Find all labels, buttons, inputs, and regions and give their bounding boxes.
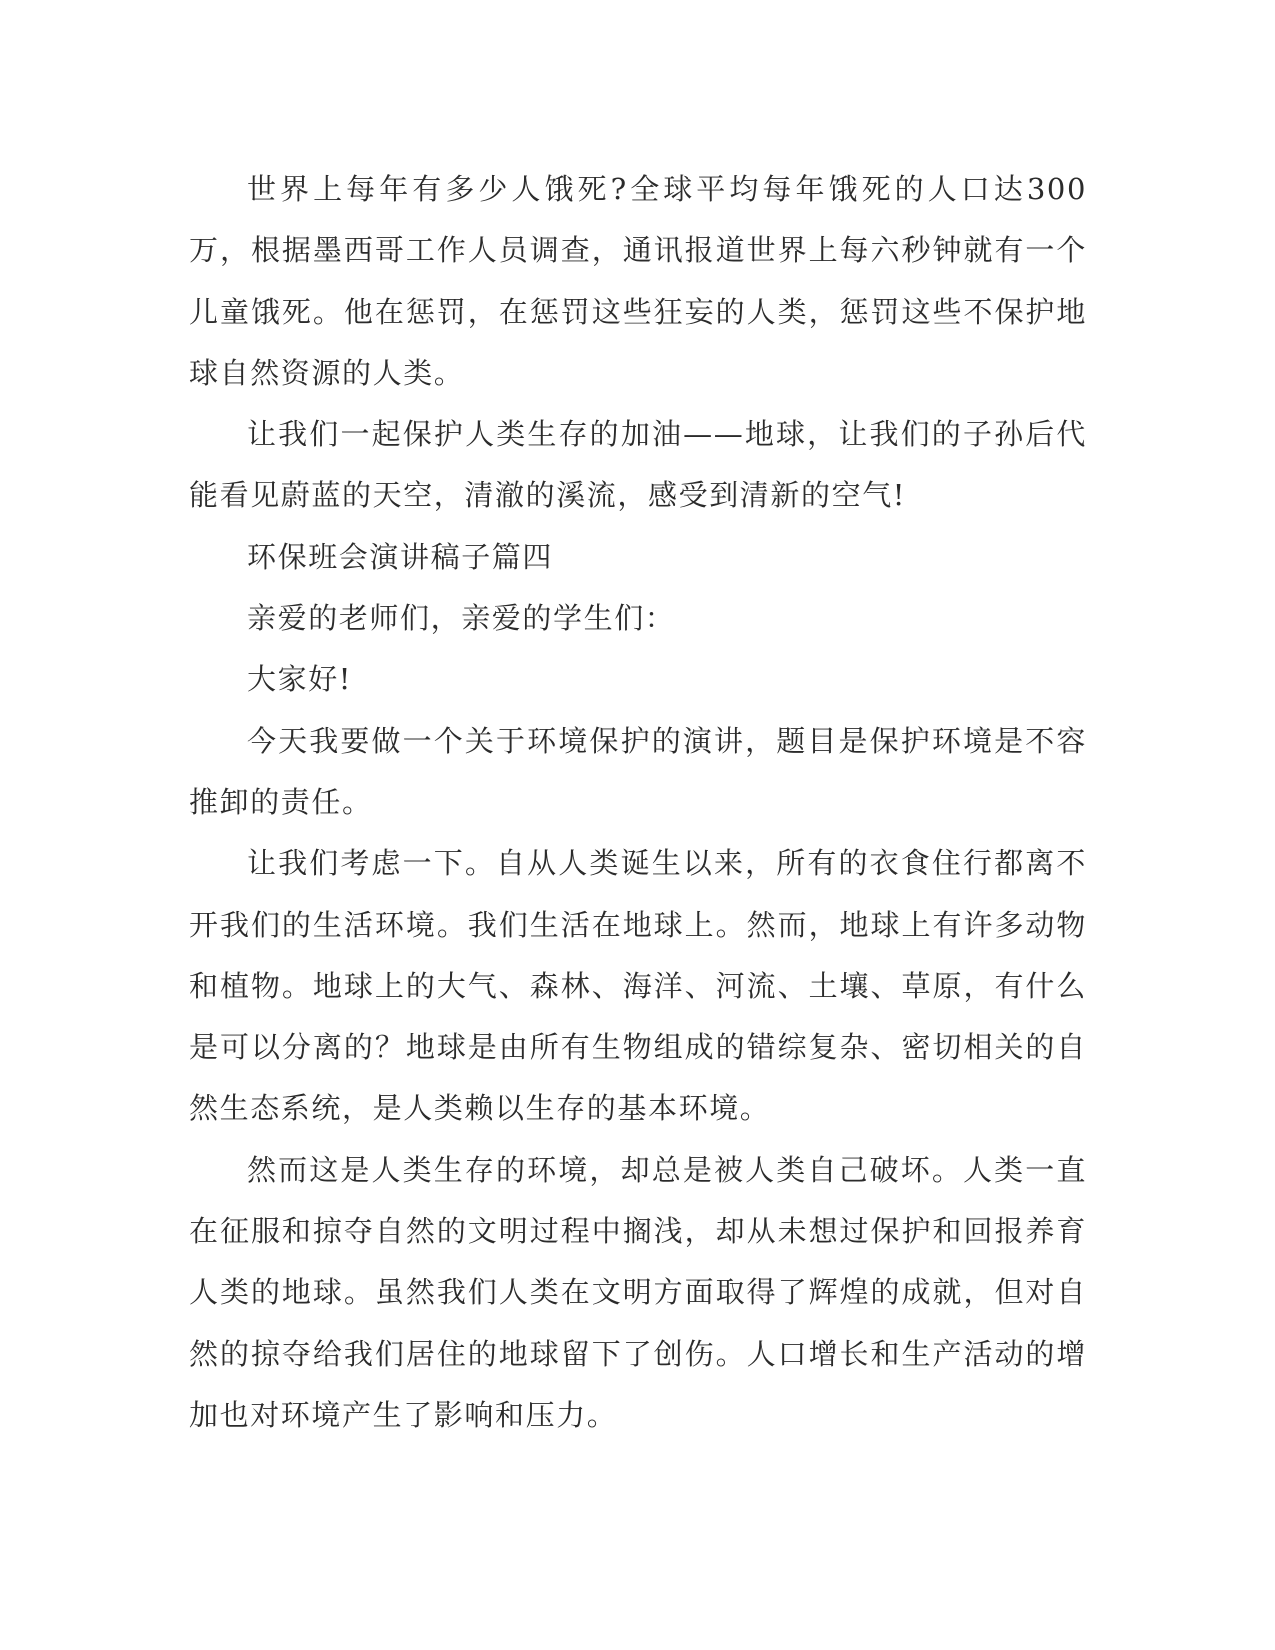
section-heading: 环保班会演讲稿子篇四 bbox=[247, 539, 554, 574]
paragraph-environment-damage: 然而这是人类生存的环境，却总是被人类自己破坏。人类一直在征服和掠夺自然的文明过程中搁浅，却从未想过保护和回报养育人类的地球。虽然我们人类在文明方面取得了辉煌的成就，但对自然的掠夺给我们居住的地球留下了创伤。人口增长和生产活动的增加也对环境产生了影响和压力。 bbox=[189, 1152, 1087, 1432]
greeting: 大家好! bbox=[247, 662, 353, 697]
paragraph-hunger-statistics: 世界上每年有多少人饿死?全球平均每年饿死的人口达300万，根据墨西哥工作人员调查，通讯报道世界上每六秒钟就有一个儿童饿死。他在惩罚，在惩罚这些狂妄的人类，惩罚这些不保护地球自然资源的人类。 bbox=[189, 172, 1087, 390]
paragraph-living-environment: 让我们考虑一下。自从人类诞生以来，所有的衣食住行都离不开我们的生活环境。我们生活在地球上。然而，地球上有许多动物和植物。地球上的大气、森林、海洋、河流、土壤、草原，有什么是可以分离的？地球是由所有生物组成的错综复杂、密切相关的自然生态系统，是人类赖以生存的基本环境。 bbox=[189, 846, 1087, 1126]
document-body bbox=[189, 159, 1087, 1446]
salutation: 亲爱的老师们，亲爱的学生们： bbox=[247, 601, 676, 636]
paragraph-speech-topic: 今天我要做一个关于环境保护的演讲，题目是保护环境是不容推卸的责任。 bbox=[189, 723, 1087, 819]
paragraph-protect-earth-call: 让我们一起保护人类生存的加油——地球，让我们的子孙后代能看见蔚蓝的天空，清澈的溪流，感受到清新的空气! bbox=[189, 417, 1087, 513]
